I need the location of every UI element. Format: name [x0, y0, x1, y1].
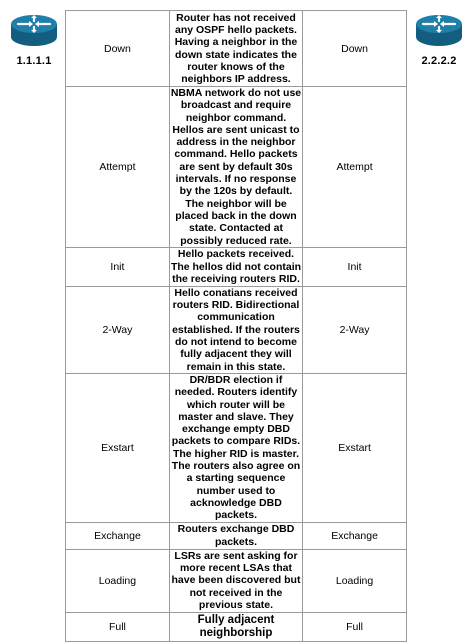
- left-state-cell: Attempt: [66, 87, 170, 248]
- state-description: NBMA network do not use broadcast and require neighbor command. Hellos are sent unicast to address in the neighbor command. Hello packets are sent by default 30s intervals. If no response by the 120s by default. The neighbor will be placed back in the down state. Contacted at possibly reduced rate.: [170, 87, 302, 247]
- router-left: [9, 14, 59, 67]
- router-address: 1.1.1.1: [16, 55, 52, 67]
- left-state-cell: Init: [66, 247, 170, 286]
- state-row-exchange: [66, 522, 407, 549]
- state-description: Hello conatians received routers RID. Bidirectional communication established. If the routers do not intend to become fully adjacent they will remain in this state.: [169, 286, 302, 373]
- right-state-cell: 2-Way: [303, 286, 407, 373]
- left-state-cell: 2-Way: [66, 286, 170, 373]
- state-row-init: [66, 247, 407, 286]
- state-description: LSRs are sent asking for more recent LSAs that have been discovered but not received in the previous state.: [169, 549, 302, 612]
- state-description: Router has not received any OSPF hello packets. Having a neighbor in the down state indicates the router knows of the neighbors IP address.: [169, 11, 302, 87]
- right-state-cell: Exchange: [303, 522, 407, 549]
- router-address: 2.2.2.2: [421, 55, 457, 67]
- right-state-cell: Loading: [303, 549, 407, 612]
- state-description: Routers exchange DBD packets.: [169, 522, 302, 549]
- state-description: Fully adjacent neighborship: [169, 612, 302, 641]
- state-row-2-way: [66, 286, 407, 373]
- state-row-full: [66, 612, 407, 641]
- router-icon: [414, 14, 464, 48]
- left-state-cell: Full: [66, 612, 170, 641]
- state-row-loading: [66, 549, 407, 612]
- state-row-exstart: [66, 373, 407, 522]
- left-state-cell: Down: [66, 11, 170, 87]
- right-state-cell: Down: [303, 11, 407, 87]
- state-row-attempt: [66, 87, 407, 248]
- left-state-cell: Loading: [66, 549, 170, 612]
- right-state-cell: Init: [303, 247, 407, 286]
- router-icon: [9, 14, 59, 48]
- left-state-cell: Exstart: [66, 373, 170, 522]
- state-description: Hello packets received. The hellos did not contain the receiving routers RID.: [170, 248, 302, 285]
- right-state-cell: Attempt: [303, 87, 407, 248]
- right-state-cell: Full: [303, 612, 407, 641]
- left-state-cell: Exchange: [66, 522, 170, 549]
- state-description: DR/BDR election if needed. Routers identify which router will be master and slave. They exchange empty DBD packets to compare RIDs. The higher RID is master. The routers also agree on a starting sequence number used to acknowledge DBD packets.: [169, 373, 302, 522]
- state-row-down: [66, 11, 407, 87]
- right-state-cell: Exstart: [303, 373, 407, 522]
- router-right: [414, 14, 464, 67]
- ospf-state-table: [65, 10, 407, 642]
